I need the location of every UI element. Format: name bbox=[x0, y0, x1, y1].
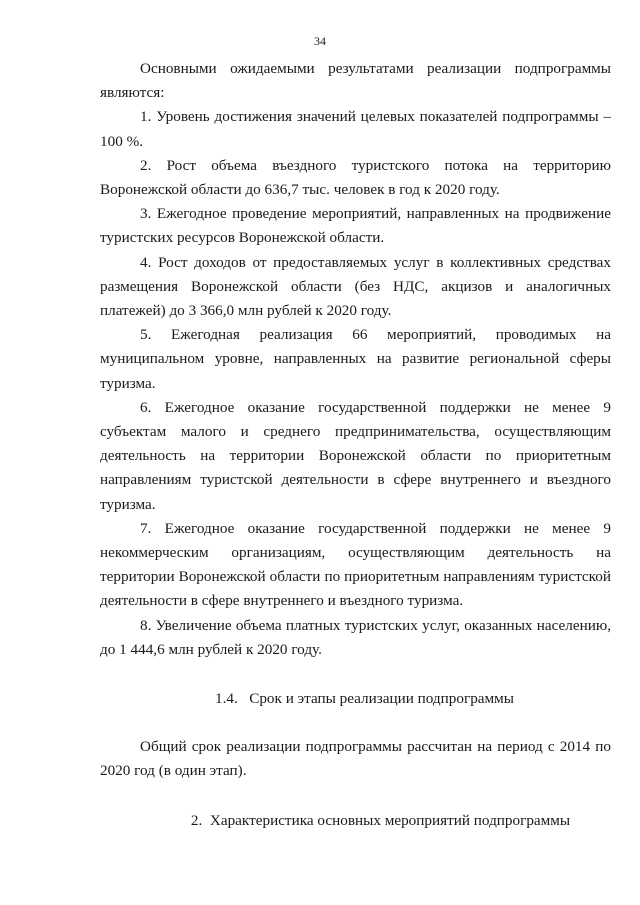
result-item-4: 4. Рост доходов от предоставляемых услуг в коллективных средствах размещения Воронежской области (без НДС, акцизов и аналогичных платежей) до 3 366,0 млн рублей к 2020 году. bbox=[100, 253, 611, 320]
result-item-1: 1. Уровень достижения значений целевых показателей подпрограммы – 100 %. bbox=[100, 108, 611, 150]
result-item-6: 6. Ежегодное оказание государственной поддержки не менее 9 субъектам малого и среднего предпринимательства, осуществляющим деятельность на территории Воронежской области по приоритетным направлениям туристской деятельности в сфере внутреннего и въездного туризма. bbox=[100, 398, 611, 513]
result-item-2: 2. Рост объема въездного туристского потока на территорию Воронежской области до 636,7 тыс. человек в год к 2020 году. bbox=[100, 156, 611, 199]
section-heading-2: 2. Характеристика основных мероприятий подпрограммы bbox=[190, 811, 571, 829]
section-1-4-text: Общий срок реализации подпрограммы рассчитан на период с 2014 по 2020 год (в один этап). bbox=[100, 738, 611, 780]
results-intro: Основными ожидаемыми результатами реализации подпрограммы являются: bbox=[100, 60, 611, 102]
page-number: 34 bbox=[314, 34, 326, 48]
result-item-8: 8. Увеличение объема платных туристских услуг, оказанных населению, до 1 444,6 млн рублей к 2020 году. bbox=[100, 616, 611, 658]
result-item-7: 7. Ежегодное оказание государственной поддержки не менее 9 некоммерческим организациям, осуществляющим деятельность на территории Воронежской области по приоритетным направлениям туристской деятельности в сфере внутреннего и въездного туризма. bbox=[100, 519, 611, 610]
document-body bbox=[100, 57, 611, 833]
result-item-5: 5. Ежегодная реализация 66 мероприятий, проводимых на муниципальном уровне, направленных на развитие региональной сферы туризма. bbox=[100, 326, 611, 392]
result-item-3: 3. Ежегодное проведение мероприятий, направленных на продвижение туристских ресурсов Воронежской области. bbox=[100, 205, 611, 247]
section-heading-1-4: 1.4. Срок и этапы реализации подпрограммы bbox=[215, 690, 514, 708]
